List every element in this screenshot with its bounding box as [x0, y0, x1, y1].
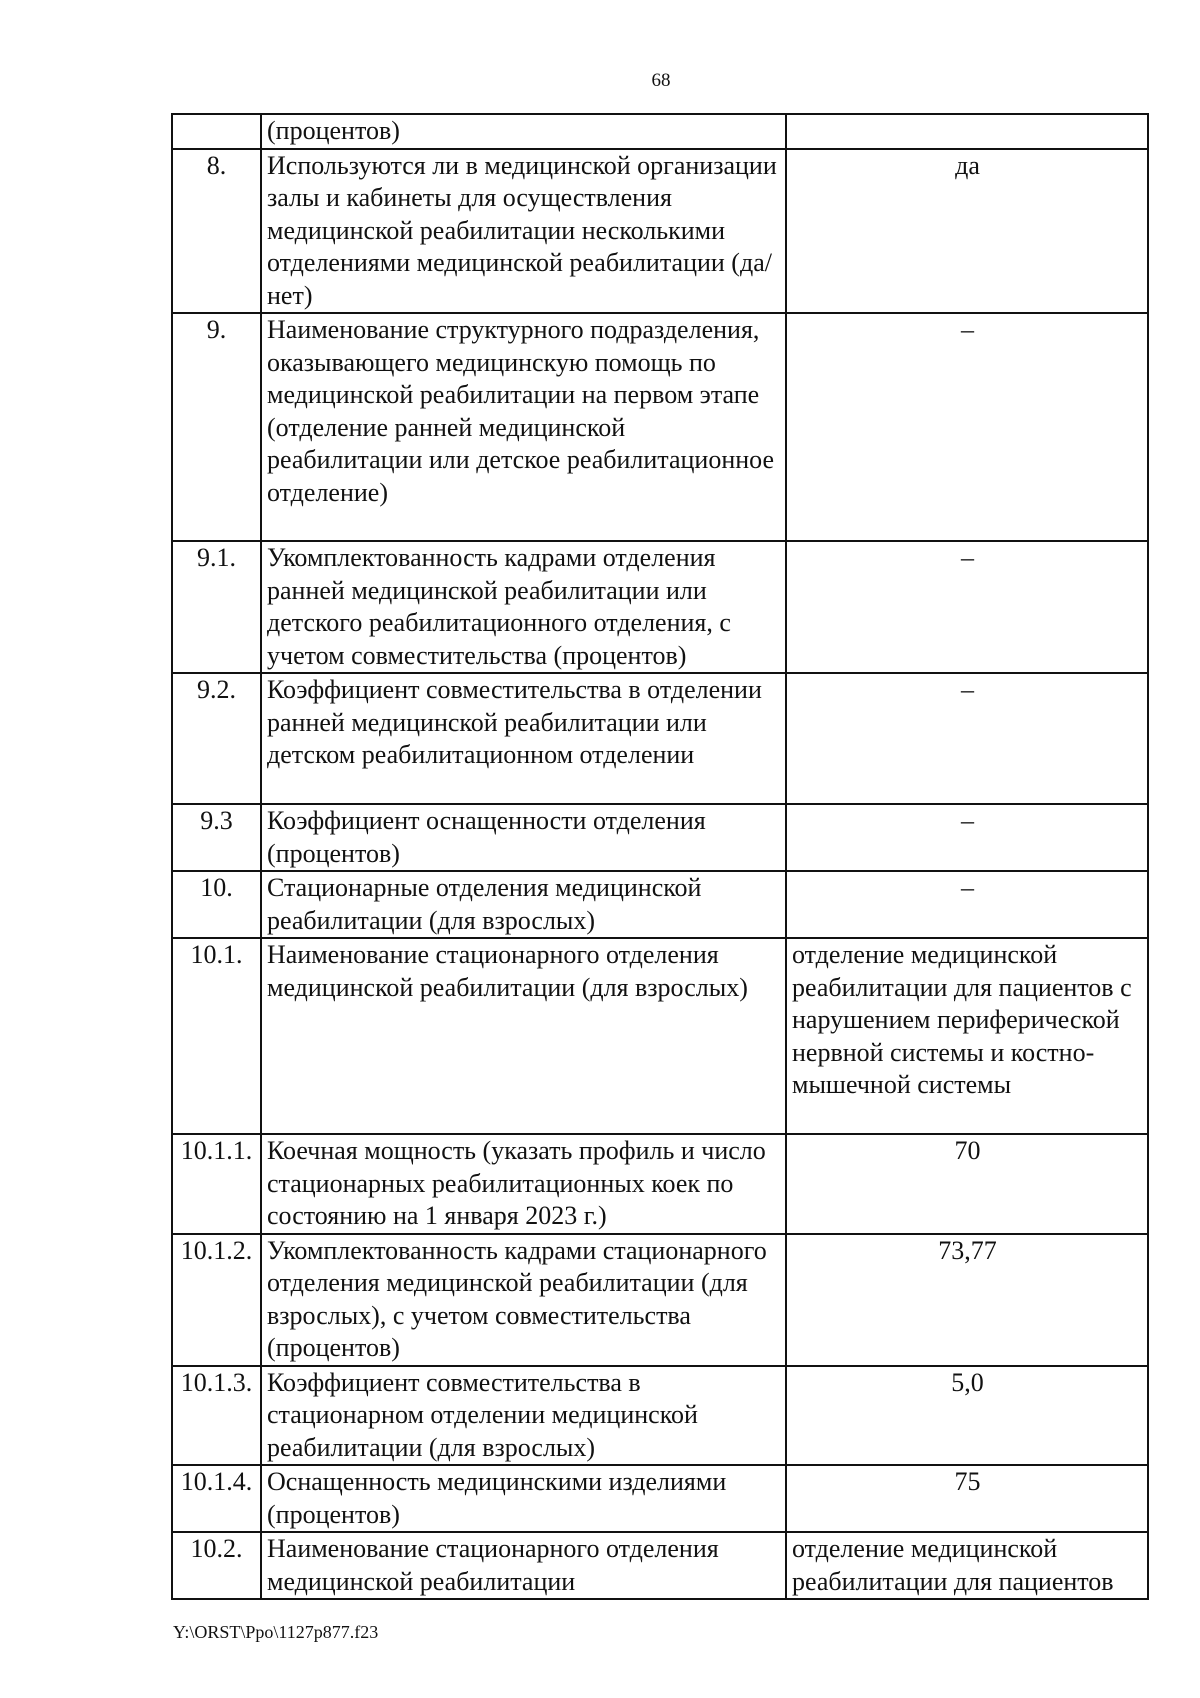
table-row [172, 1234, 1148, 1366]
row-value: отделение медицинской реабилитации для пациентов с нарушением периферической нервной системы и костно-мышечной системы [786, 938, 1148, 1134]
row-name: Укомплектованность кадрами стационарного отделения медицинской реабилитации (для взрослых), с учетом совместительства (процентов) [261, 1234, 786, 1366]
row-name: Наименование структурного подразделения, оказывающего медицинскую помощь по медицинской реабилитации на первом этапе (отделение ранней медицинской реабилитации или детское реабилитационное отделение) [261, 313, 786, 541]
table-row [172, 1465, 1148, 1532]
row-name: Коечная мощность (указать профиль и число стационарных реабилитационных коек по состоянию на 1 января 2023 г.) [261, 1134, 786, 1234]
table-row [172, 871, 1148, 938]
indicators-table [171, 113, 1149, 1600]
row-value: – [786, 804, 1148, 871]
row-number: 10.1.4. [172, 1465, 261, 1532]
row-number: 9.1. [172, 541, 261, 673]
row-number: 10.2. [172, 1532, 261, 1599]
table-row [172, 149, 1148, 314]
table-row [172, 313, 1148, 541]
file-path-footer: Y:\ORST\Ppo\1127p877.f23 [173, 1622, 379, 1642]
row-value: – [786, 673, 1148, 804]
table-row [172, 114, 1148, 149]
row-value: отделение медицинской реабилитации для пациентов [786, 1532, 1148, 1599]
table-row [172, 1532, 1148, 1599]
row-number: 10.1.3. [172, 1366, 261, 1466]
row-value: 73,77 [786, 1234, 1148, 1366]
row-value: – [786, 541, 1148, 673]
row-name: Оснащенность медицинскими изделиями (процентов) [261, 1465, 786, 1532]
row-name: Укомплектованность кадрами отделения ранней медицинской реабилитации или детского реабилитационного отделения, с учетом совместительства (процентов) [261, 541, 786, 673]
row-number: 9.3 [172, 804, 261, 871]
row-number: 10.1.1. [172, 1134, 261, 1234]
indicators-table-container [171, 113, 1147, 1600]
table-body [172, 114, 1148, 1599]
table-row [172, 673, 1148, 804]
row-value: – [786, 871, 1148, 938]
row-number: 10.1. [172, 938, 261, 1134]
row-value [786, 114, 1148, 149]
row-number [172, 114, 261, 149]
row-name: Коэффициент совместительства в отделении ранней медицинской реабилитации или детском реабилитационном отделении [261, 673, 786, 804]
row-name: Коэффициент совместительства в стационарном отделении медицинской реабилитации (для взрослых) [261, 1366, 786, 1466]
table-row [172, 541, 1148, 673]
row-number: 10. [172, 871, 261, 938]
row-value: – [786, 313, 1148, 541]
row-number: 9. [172, 313, 261, 541]
row-name: Наименование стационарного отделения медицинской реабилитации [261, 1532, 786, 1599]
row-name: (процентов) [261, 114, 786, 149]
row-name: Стационарные отделения медицинской реабилитации (для взрослых) [261, 871, 786, 938]
table-row [172, 804, 1148, 871]
row-number: 10.1.2. [172, 1234, 261, 1366]
row-value: 70 [786, 1134, 1148, 1234]
row-name: Коэффициент оснащенности отделения (процентов) [261, 804, 786, 871]
table-row [172, 1366, 1148, 1466]
table-row [172, 1134, 1148, 1234]
row-name: Используются ли в медицинской организации залы и кабинеты для осуществления медицинской реабилитации несколькими отделениями медицинской реабилитации (да/нет) [261, 149, 786, 314]
page-number: 68 [651, 70, 671, 91]
row-name: Наименование стационарного отделения медицинской реабилитации (для взрослых) [261, 938, 786, 1134]
row-number: 8. [172, 149, 261, 314]
row-value: да [786, 149, 1148, 314]
row-value: 5,0 [786, 1366, 1148, 1466]
row-number: 9.2. [172, 673, 261, 804]
table-row [172, 938, 1148, 1134]
row-value: 75 [786, 1465, 1148, 1532]
